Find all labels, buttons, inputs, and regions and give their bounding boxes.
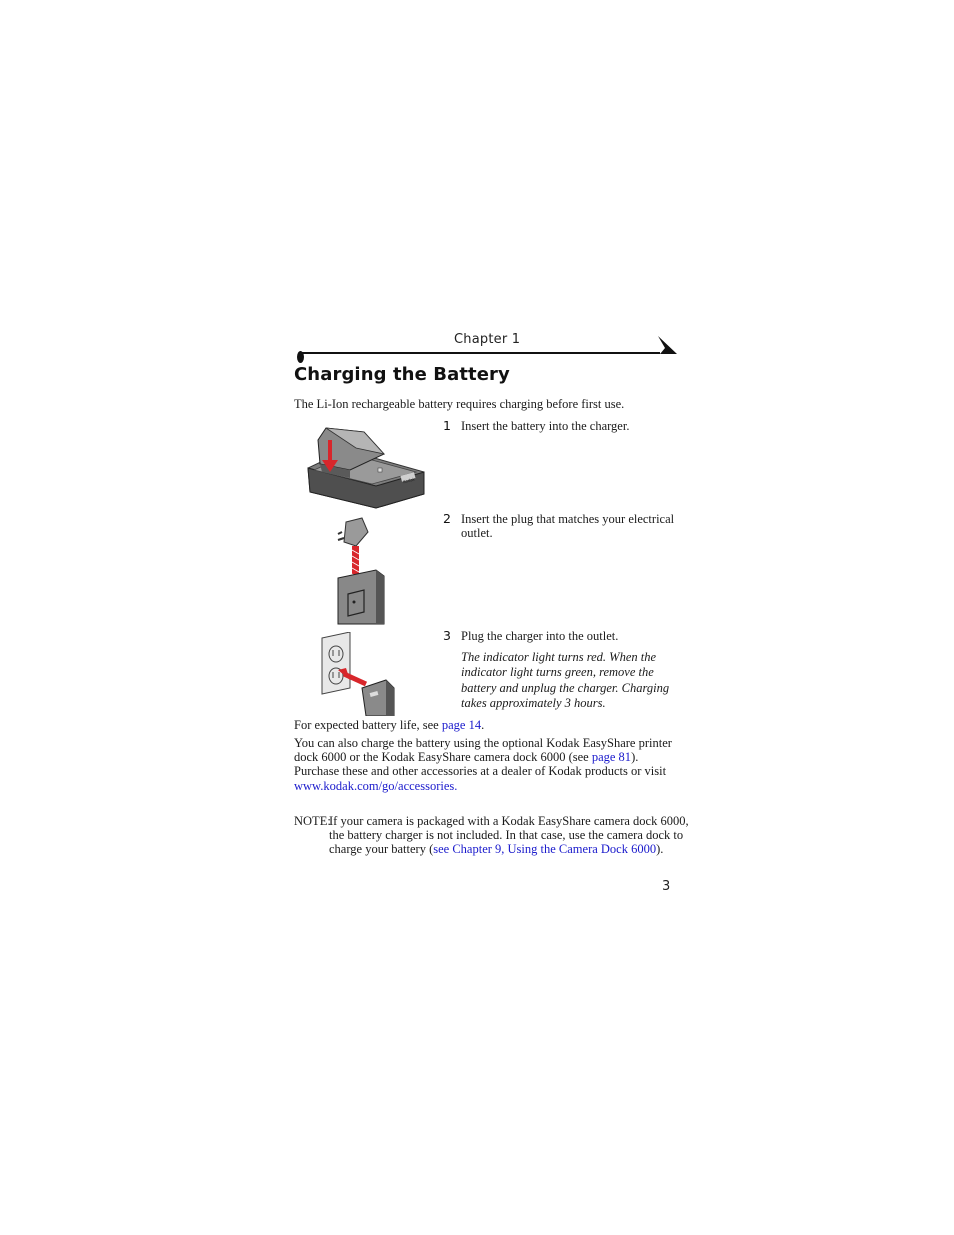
note-body bbox=[329, 814, 689, 857]
note-line-1: If your camera is packaged with a Kodak EasyShare camera dock 6000, bbox=[329, 814, 689, 828]
dock-paragraph bbox=[294, 736, 672, 793]
note-line-2: the battery charger is not included. In that case, use the camera dock to bbox=[329, 828, 684, 843]
dock-line-2-suffix: ). bbox=[631, 750, 639, 765]
battery-life-prefix: For expected battery life, see bbox=[294, 718, 442, 732]
header-rule bbox=[300, 352, 660, 354]
page-81-link[interactable]: page 81 bbox=[591, 750, 632, 765]
battery-charger-illustration bbox=[306, 420, 428, 510]
note-line-3-prefix: charge your battery ( bbox=[329, 842, 434, 857]
page-number: 3 bbox=[662, 879, 671, 894]
outlet-illustration bbox=[320, 632, 396, 716]
step-3-indicator-note bbox=[461, 650, 669, 712]
step-1-text: Insert the battery into the charger. bbox=[461, 419, 630, 433]
header-arrow-icon bbox=[656, 335, 678, 355]
plug-illustration bbox=[332, 516, 388, 626]
step-2-text-line2: outlet. bbox=[461, 526, 493, 540]
step-2-number: 2 bbox=[443, 511, 451, 526]
chapter-9-link[interactable]: see Chapter 9, Using the Camera Dock 6000 bbox=[433, 842, 657, 857]
step-3-number: 3 bbox=[443, 628, 451, 643]
dock-line-1: You can also charge the battery using the optional Kodak EasyShare printer bbox=[294, 736, 672, 750]
step-1-number: 1 bbox=[443, 418, 451, 433]
intro-text: The Li-Ion rechargeable battery requires charging before first use. bbox=[294, 397, 625, 411]
step-3-note-line-1: The indicator light turns red. When the bbox=[461, 650, 657, 664]
page-14-link[interactable]: page 14 bbox=[441, 718, 482, 732]
note-line-3 bbox=[329, 842, 689, 856]
step-3-note-line-3: battery and unplug the charger. Charging bbox=[461, 680, 670, 695]
dock-line-2-prefix: dock 6000 or the Kodak EasyShare camera dock 6000 (see bbox=[294, 750, 592, 765]
step-3-note-line-4: takes approximately 3 hours. bbox=[461, 696, 606, 711]
section-title: Charging the Battery bbox=[294, 364, 510, 385]
step-2-text-line1: Insert the plug that matches your electrical bbox=[461, 512, 675, 526]
accessories-url-link[interactable]: www.kodak.com/go/accessories. bbox=[294, 778, 458, 793]
step-3-text: Plug the charger into the outlet. bbox=[461, 629, 619, 643]
dock-line-2 bbox=[294, 750, 672, 764]
battery-life-text bbox=[294, 718, 484, 732]
note-line-3-suffix: ). bbox=[656, 842, 664, 857]
note-label: NOTE: bbox=[294, 814, 331, 828]
chapter-label: Chapter 1 bbox=[454, 332, 521, 347]
charger-brand-label: Kodak bbox=[402, 476, 416, 485]
dock-line-3: Purchase these and other accessories at a dealer of Kodak products or visit bbox=[294, 764, 667, 779]
step-3-note-line-2: indicator light turns green, remove the bbox=[461, 665, 654, 680]
battery-life-suffix: . bbox=[481, 718, 485, 732]
